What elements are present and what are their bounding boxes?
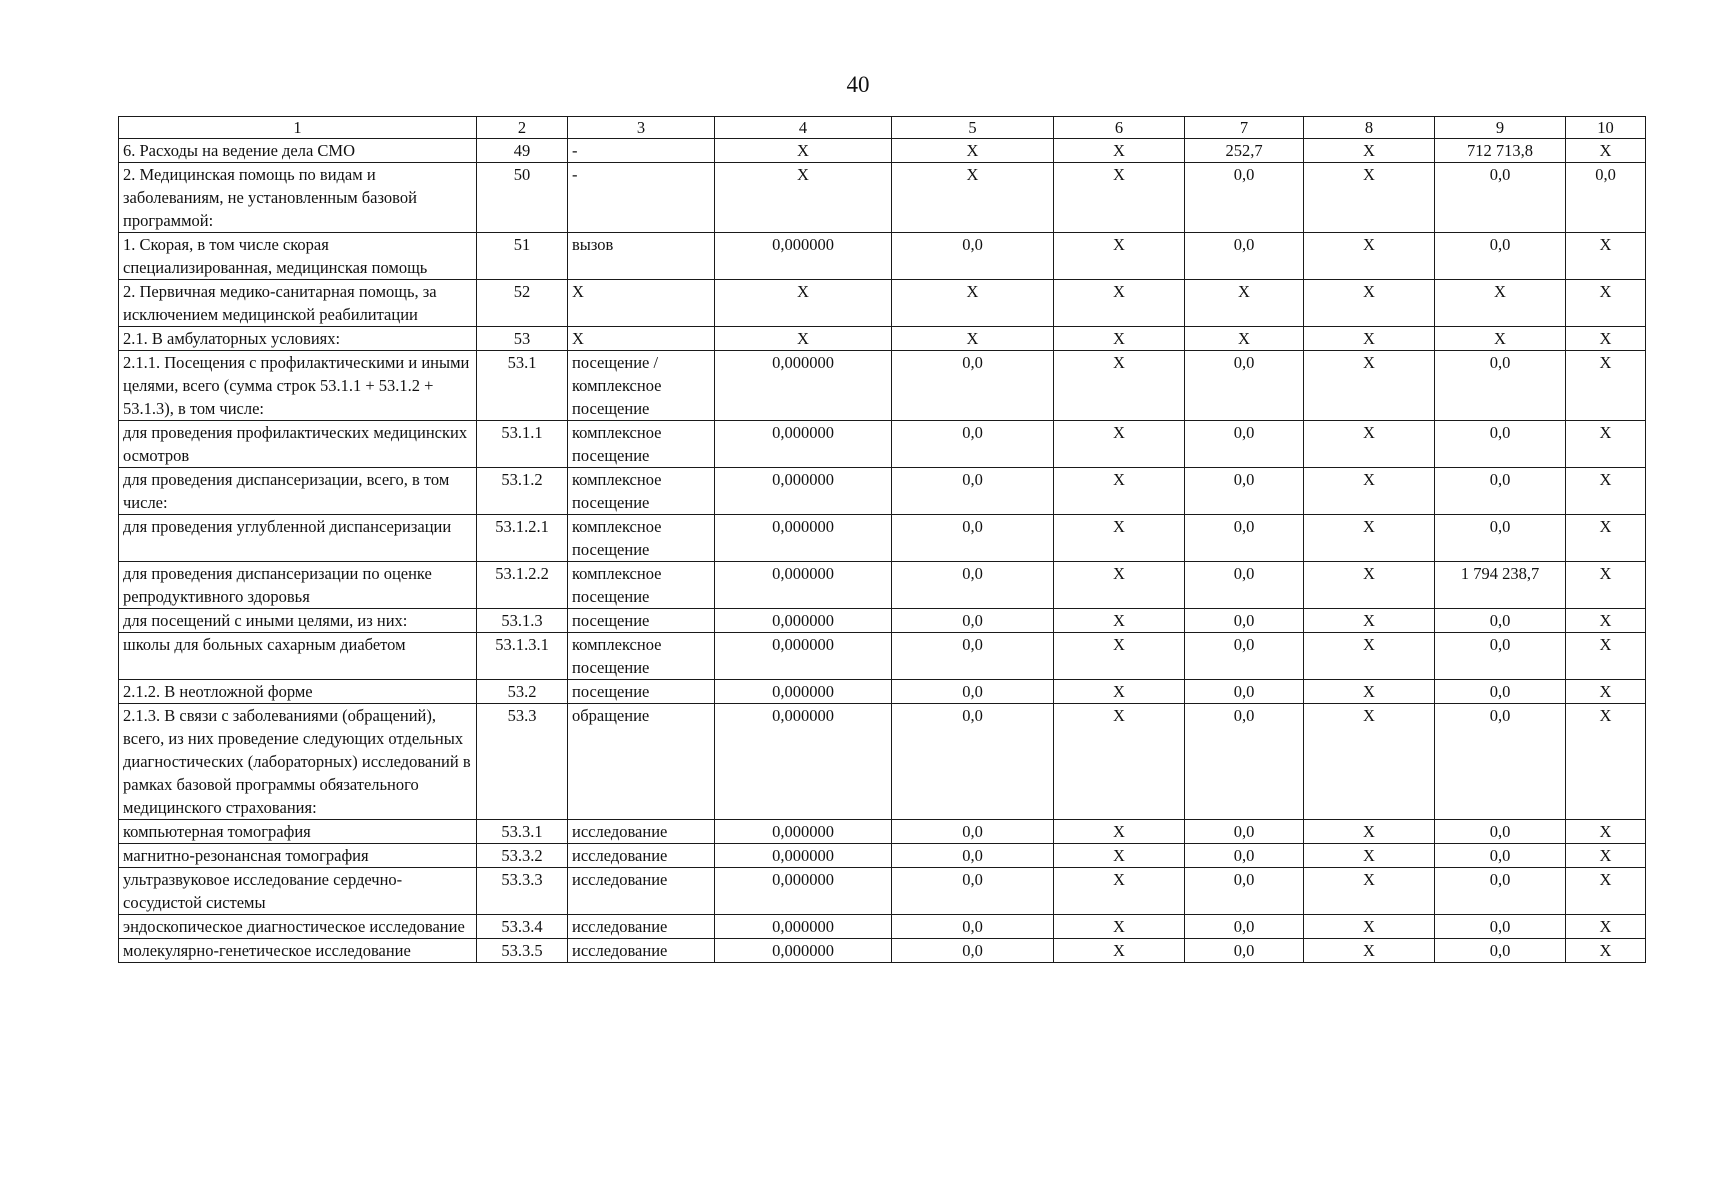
row-code: 53.1 <box>477 351 568 421</box>
col-7-value: X <box>1185 280 1304 327</box>
row-label: 2. Первичная медико-санитарная помощь, за исключением медицинской реабилитации <box>119 280 477 327</box>
col-4-value: X <box>715 163 892 233</box>
col-6-value: X <box>1054 680 1185 704</box>
col-7-value: 0,0 <box>1185 351 1304 421</box>
col-5-value: 0,0 <box>892 915 1054 939</box>
col-5-value: 0,0 <box>892 939 1054 963</box>
table-header-row <box>119 117 1646 139</box>
col-4-value: 0,000000 <box>715 704 892 820</box>
column-header: 5 <box>892 117 1054 139</box>
col-6-value: X <box>1054 704 1185 820</box>
col-6-value: X <box>1054 327 1185 351</box>
unit: - <box>568 139 715 163</box>
row-label: 6. Расходы на ведение дела СМО <box>119 139 477 163</box>
unit: исследование <box>568 868 715 915</box>
col-4-value: 0,000000 <box>715 633 892 680</box>
col-10-value: X <box>1566 233 1646 280</box>
row-label: 2.1.3. В связи с заболеваниями (обращений), всего, из них проведение следующих отдельных диагностических (лабораторных) исследований в рамках базовой программы обязательного медицинского страхования: <box>119 704 477 820</box>
col-9-value: 0,0 <box>1435 939 1566 963</box>
col-4-value: 0,000000 <box>715 468 892 515</box>
col-8-value: X <box>1304 633 1435 680</box>
col-5-value: 0,0 <box>892 609 1054 633</box>
col-9-value: 0,0 <box>1435 680 1566 704</box>
col-5-value: X <box>892 327 1054 351</box>
col-10-value: X <box>1566 844 1646 868</box>
unit: исследование <box>568 939 715 963</box>
col-6-value: X <box>1054 868 1185 915</box>
table-row <box>119 820 1646 844</box>
table-row <box>119 844 1646 868</box>
unit: X <box>568 280 715 327</box>
col-4-value: 0,000000 <box>715 562 892 609</box>
col-8-value: X <box>1304 680 1435 704</box>
row-label: молекулярно-генетическое исследование <box>119 939 477 963</box>
table-row <box>119 609 1646 633</box>
col-4-value: 0,000000 <box>715 351 892 421</box>
col-9-value: 1 794 238,7 <box>1435 562 1566 609</box>
col-7-value: X <box>1185 327 1304 351</box>
col-7-value: 0,0 <box>1185 704 1304 820</box>
row-label: для посещений с иными целями, из них: <box>119 609 477 633</box>
col-9-value: 0,0 <box>1435 421 1566 468</box>
col-10-value: X <box>1566 680 1646 704</box>
col-6-value: X <box>1054 351 1185 421</box>
col-9-value: 0,0 <box>1435 233 1566 280</box>
col-4-value: 0,000000 <box>715 844 892 868</box>
col-8-value: X <box>1304 562 1435 609</box>
col-10-value: X <box>1566 139 1646 163</box>
row-label: компьютерная томография <box>119 820 477 844</box>
col-7-value: 252,7 <box>1185 139 1304 163</box>
col-7-value: 0,0 <box>1185 515 1304 562</box>
col-9-value: 712 713,8 <box>1435 139 1566 163</box>
col-6-value: X <box>1054 515 1185 562</box>
table-row <box>119 868 1646 915</box>
col-8-value: X <box>1304 421 1435 468</box>
col-10-value: X <box>1566 421 1646 468</box>
col-9-value: 0,0 <box>1435 704 1566 820</box>
col-5-value: 0,0 <box>892 515 1054 562</box>
row-label: 1. Скорая, в том числе скорая специализированная, медицинская помощь <box>119 233 477 280</box>
column-header: 7 <box>1185 117 1304 139</box>
col-9-value: 0,0 <box>1435 468 1566 515</box>
col-5-value: X <box>892 163 1054 233</box>
col-7-value: 0,0 <box>1185 868 1304 915</box>
unit: комплексное посещение <box>568 562 715 609</box>
col-6-value: X <box>1054 280 1185 327</box>
col-10-value: X <box>1566 915 1646 939</box>
table-row <box>119 680 1646 704</box>
col-6-value: X <box>1054 609 1185 633</box>
column-header: 6 <box>1054 117 1185 139</box>
col-7-value: 0,0 <box>1185 820 1304 844</box>
col-9-value: 0,0 <box>1435 868 1566 915</box>
table-row <box>119 704 1646 820</box>
col-10-value: X <box>1566 468 1646 515</box>
row-code: 50 <box>477 163 568 233</box>
unit: посещение <box>568 609 715 633</box>
table-row <box>119 421 1646 468</box>
col-5-value: 0,0 <box>892 680 1054 704</box>
column-header: 4 <box>715 117 892 139</box>
row-label: эндоскопическое диагностическое исследование <box>119 915 477 939</box>
col-9-value: 0,0 <box>1435 609 1566 633</box>
col-4-value: 0,000000 <box>715 680 892 704</box>
row-code: 53.1.2.1 <box>477 515 568 562</box>
col-8-value: X <box>1304 844 1435 868</box>
col-4-value: 0,000000 <box>715 233 892 280</box>
row-label: 2.1.1. Посещения с профилактическими и иными целями, всего (сумма строк 53.1.1 + 53.1.2 + 53.1.3), в том числе: <box>119 351 477 421</box>
col-7-value: 0,0 <box>1185 633 1304 680</box>
col-6-value: X <box>1054 820 1185 844</box>
col-10-value: X <box>1566 351 1646 421</box>
col-8-value: X <box>1304 139 1435 163</box>
col-8-value: X <box>1304 280 1435 327</box>
col-8-value: X <box>1304 609 1435 633</box>
col-5-value: X <box>892 280 1054 327</box>
unit: исследование <box>568 844 715 868</box>
row-label: для проведения углубленной диспансеризации <box>119 515 477 562</box>
row-label: для проведения диспансеризации по оценке репродуктивного здоровья <box>119 562 477 609</box>
col-4-value: X <box>715 280 892 327</box>
row-code: 53.1.3.1 <box>477 633 568 680</box>
col-8-value: X <box>1304 163 1435 233</box>
col-9-value: X <box>1435 280 1566 327</box>
row-code: 53 <box>477 327 568 351</box>
col-7-value: 0,0 <box>1185 163 1304 233</box>
col-8-value: X <box>1304 468 1435 515</box>
table-row <box>119 915 1646 939</box>
data-table <box>118 116 1646 963</box>
table-row <box>119 233 1646 280</box>
col-10-value: X <box>1566 868 1646 915</box>
col-8-value: X <box>1304 233 1435 280</box>
col-5-value: 0,0 <box>892 351 1054 421</box>
row-code: 53.3.3 <box>477 868 568 915</box>
row-label: для проведения диспансеризации, всего, в том числе: <box>119 468 477 515</box>
col-4-value: 0,000000 <box>715 609 892 633</box>
row-code: 53.1.3 <box>477 609 568 633</box>
row-code: 53.3.4 <box>477 915 568 939</box>
table-row <box>119 280 1646 327</box>
unit: X <box>568 327 715 351</box>
col-5-value: 0,0 <box>892 633 1054 680</box>
data-table-container <box>118 116 1645 963</box>
col-9-value: 0,0 <box>1435 844 1566 868</box>
col-9-value: 0,0 <box>1435 163 1566 233</box>
col-6-value: X <box>1054 163 1185 233</box>
page-number: 40 <box>846 72 870 97</box>
col-7-value: 0,0 <box>1185 562 1304 609</box>
col-10-value: X <box>1566 609 1646 633</box>
row-code: 53.1.2.2 <box>477 562 568 609</box>
col-6-value: X <box>1054 562 1185 609</box>
table-row <box>119 939 1646 963</box>
col-6-value: X <box>1054 633 1185 680</box>
col-6-value: X <box>1054 915 1185 939</box>
col-5-value: 0,0 <box>892 421 1054 468</box>
row-label: 2. Медицинская помощь по видам и заболеваниям, не установленным базовой программой: <box>119 163 477 233</box>
col-4-value: 0,000000 <box>715 515 892 562</box>
unit: посещение <box>568 680 715 704</box>
column-header: 8 <box>1304 117 1435 139</box>
unit: комплексное посещение <box>568 515 715 562</box>
col-4-value: 0,000000 <box>715 868 892 915</box>
unit: вызов <box>568 233 715 280</box>
row-label: магнитно-резонансная томография <box>119 844 477 868</box>
col-8-value: X <box>1304 515 1435 562</box>
row-code: 53.1.2 <box>477 468 568 515</box>
col-6-value: X <box>1054 139 1185 163</box>
col-7-value: 0,0 <box>1185 915 1304 939</box>
row-code: 49 <box>477 139 568 163</box>
col-8-value: X <box>1304 915 1435 939</box>
col-4-value: 0,000000 <box>715 421 892 468</box>
row-code: 53.3 <box>477 704 568 820</box>
unit: комплексное посещение <box>568 633 715 680</box>
row-code: 53.3.1 <box>477 820 568 844</box>
col-9-value: 0,0 <box>1435 915 1566 939</box>
col-4-value: 0,000000 <box>715 820 892 844</box>
unit: комплексное посещение <box>568 421 715 468</box>
row-code: 53.2 <box>477 680 568 704</box>
col-5-value: 0,0 <box>892 844 1054 868</box>
col-5-value: 0,0 <box>892 468 1054 515</box>
table-row <box>119 468 1646 515</box>
row-code: 53.3.5 <box>477 939 568 963</box>
col-10-value: X <box>1566 515 1646 562</box>
col-8-value: X <box>1304 868 1435 915</box>
col-4-value: 0,000000 <box>715 939 892 963</box>
col-7-value: 0,0 <box>1185 680 1304 704</box>
table-row <box>119 327 1646 351</box>
col-9-value: X <box>1435 327 1566 351</box>
row-code: 53.3.2 <box>477 844 568 868</box>
unit: обращение <box>568 704 715 820</box>
col-7-value: 0,0 <box>1185 233 1304 280</box>
unit: исследование <box>568 820 715 844</box>
unit: исследование <box>568 915 715 939</box>
col-8-value: X <box>1304 939 1435 963</box>
col-5-value: 0,0 <box>892 820 1054 844</box>
table-row <box>119 515 1646 562</box>
column-header: 10 <box>1566 117 1646 139</box>
col-5-value: 0,0 <box>892 704 1054 820</box>
col-5-value: X <box>892 139 1054 163</box>
row-label: для проведения профилактических медицинских осмотров <box>119 421 477 468</box>
row-code: 52 <box>477 280 568 327</box>
col-10-value: X <box>1566 939 1646 963</box>
col-7-value: 0,0 <box>1185 468 1304 515</box>
col-8-value: X <box>1304 327 1435 351</box>
col-10-value: X <box>1566 704 1646 820</box>
col-9-value: 0,0 <box>1435 351 1566 421</box>
col-5-value: 0,0 <box>892 868 1054 915</box>
table-row <box>119 163 1646 233</box>
column-header: 1 <box>119 117 477 139</box>
col-10-value: X <box>1566 280 1646 327</box>
col-10-value: X <box>1566 562 1646 609</box>
col-9-value: 0,0 <box>1435 633 1566 680</box>
table-row <box>119 351 1646 421</box>
col-6-value: X <box>1054 939 1185 963</box>
col-9-value: 0,0 <box>1435 515 1566 562</box>
unit: - <box>568 163 715 233</box>
col-4-value: X <box>715 139 892 163</box>
col-10-value: X <box>1566 327 1646 351</box>
column-header: 3 <box>568 117 715 139</box>
col-8-value: X <box>1304 351 1435 421</box>
col-10-value: X <box>1566 820 1646 844</box>
col-6-value: X <box>1054 844 1185 868</box>
col-7-value: 0,0 <box>1185 609 1304 633</box>
column-header: 9 <box>1435 117 1566 139</box>
column-header: 2 <box>477 117 568 139</box>
col-9-value: 0,0 <box>1435 820 1566 844</box>
unit: посещение / комплексное посещение <box>568 351 715 421</box>
col-5-value: 0,0 <box>892 233 1054 280</box>
unit: комплексное посещение <box>568 468 715 515</box>
col-7-value: 0,0 <box>1185 421 1304 468</box>
col-5-value: 0,0 <box>892 562 1054 609</box>
col-10-value: 0,0 <box>1566 163 1646 233</box>
row-code: 53.1.1 <box>477 421 568 468</box>
col-4-value: 0,000000 <box>715 915 892 939</box>
col-8-value: X <box>1304 704 1435 820</box>
table-row <box>119 562 1646 609</box>
table-row <box>119 139 1646 163</box>
row-label: ультразвуковое исследование сердечно-сосудистой системы <box>119 868 477 915</box>
row-label: школы для больных сахарным диабетом <box>119 633 477 680</box>
col-8-value: X <box>1304 820 1435 844</box>
col-6-value: X <box>1054 468 1185 515</box>
col-7-value: 0,0 <box>1185 939 1304 963</box>
table-row <box>119 633 1646 680</box>
col-10-value: X <box>1566 633 1646 680</box>
col-6-value: X <box>1054 421 1185 468</box>
row-label: 2.1. В амбулаторных условиях: <box>119 327 477 351</box>
col-6-value: X <box>1054 233 1185 280</box>
row-label: 2.1.2. В неотложной форме <box>119 680 477 704</box>
col-7-value: 0,0 <box>1185 844 1304 868</box>
row-code: 51 <box>477 233 568 280</box>
col-4-value: X <box>715 327 892 351</box>
